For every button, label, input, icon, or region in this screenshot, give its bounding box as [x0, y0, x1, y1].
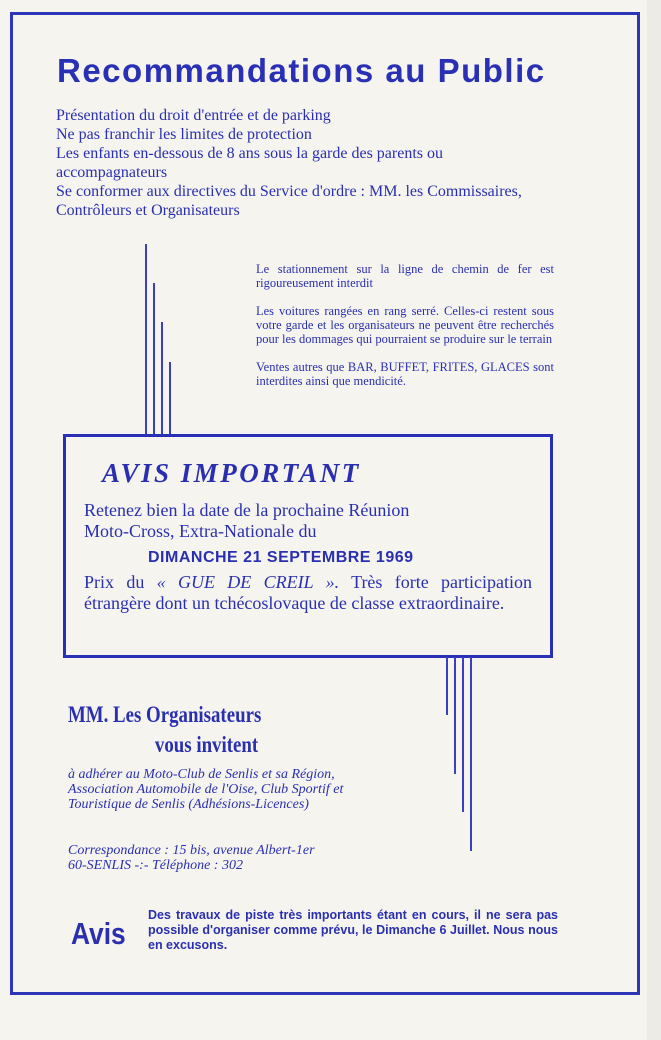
decorative-line [454, 657, 456, 774]
avis-note: Des travaux de piste très importants étant en cours, il ne sera pas possible d'organiser comme prévu, le Dimanche 6 Juillet. Nous nous en excusons. [148, 908, 558, 952]
decorative-line [470, 657, 472, 851]
page-title: Recommandations au Public [57, 52, 546, 89]
note-parking: Le stationnement sur la ligne de chemin de fer est rigoureusement interdit [256, 262, 554, 290]
organisateurs-title [68, 700, 265, 760]
prix-text [84, 572, 532, 614]
organisateurs-title-line-1: MM. Les Organisateurs [68, 702, 262, 727]
prix-name: « GUE DE CREIL ». [156, 572, 340, 592]
avis-important-text [84, 500, 544, 542]
event-date: DIMANCHE 21 SEPTEMBRE 1969 [148, 549, 414, 566]
list-item: Ne pas franchir les limites de protection [56, 126, 312, 143]
note-cars: Les voitures rangées en rang serré. Celles-ci restent sous votre garde et les organisateurs ne peuvent être recherchés pour les dommages qui pourraient se produire sur le terrain [256, 304, 554, 346]
organisateurs-contact [68, 843, 368, 873]
decorative-line [446, 657, 448, 715]
decorative-line [153, 283, 155, 436]
avis-important-title: AVIS IMPORTANT [102, 458, 361, 488]
contact-phone: 60-SENLIS -:- Téléphone : 302 [68, 858, 243, 873]
note-sales: Ventes autres que BAR, BUFFET, FRITES, GLACES sont interdites ainsi que mendicité. [256, 360, 554, 388]
avis-label: Avis [71, 916, 126, 951]
avis-line-1: Retenez bien la date de la prochaine Réunion [84, 500, 410, 520]
decorative-line [145, 244, 147, 436]
prix-prefix: Prix du [84, 572, 145, 592]
avis-line-2: Moto-Cross, Extra-Nationale du [84, 521, 317, 541]
decorative-line [462, 657, 464, 812]
site-rules-notes [256, 262, 554, 402]
page-edge [647, 0, 661, 1040]
decorative-line [161, 322, 163, 436]
organisateurs-text: à adhérer au Moto-Club de Senlis et sa Région, Association Automobile de l'Oise, Club Sportif et Touristique de Senlis (Adhésions-Licences) [68, 767, 344, 812]
list-item: Les enfants en-dessous de 8 ans sous la garde des parents ou accompagnateurs [56, 145, 444, 181]
prix-suffix: Très forte participation étrangère dont un tchécoslovaque de classe extraordinaire. [84, 572, 533, 613]
list-item: Présentation du droit d'entrée et de parking [56, 107, 331, 124]
organisateurs-title-line-2: vous invitent [154, 732, 259, 757]
decorative-line [169, 362, 171, 436]
contact-address: Correspondance : 15 bis, avenue Albert-1er [68, 843, 315, 858]
public-recommendations-list [56, 106, 556, 220]
list-item: Se conformer aux directives du Service d'ordre : MM. les Commissaires, Contrôleurs et Organisateurs [56, 183, 522, 219]
